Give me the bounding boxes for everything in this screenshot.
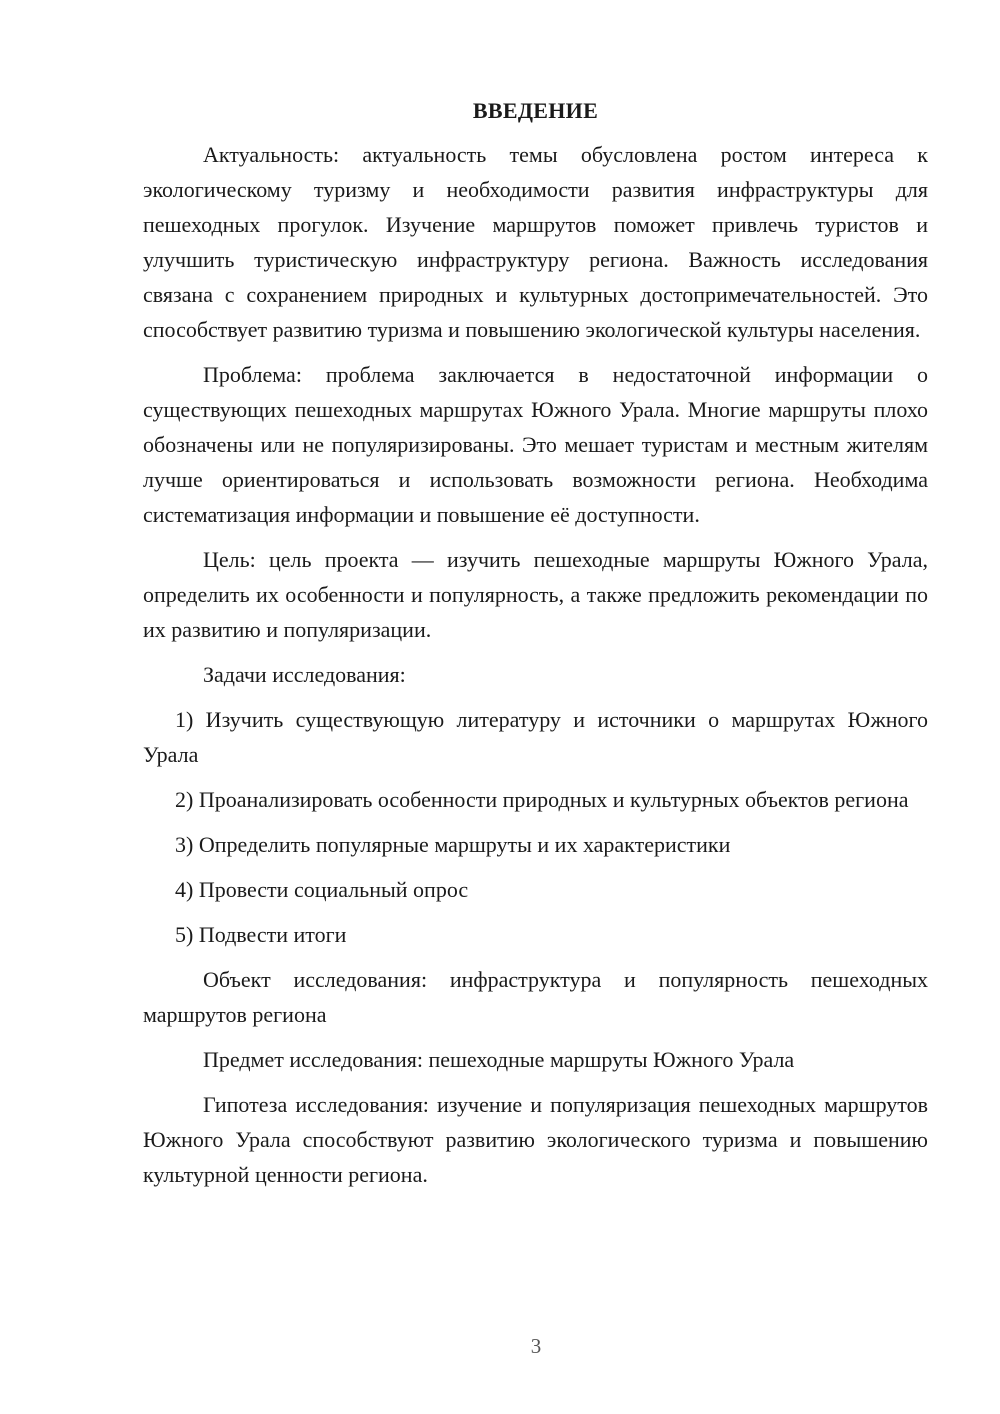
task-item: 2) Проанализировать особенности природных и культурных объектов региона (175, 787, 909, 812)
tasks-heading: Задачи исследования: (203, 662, 406, 687)
task-item: 4) Провести социальный опрос (175, 877, 469, 902)
task-item: 5) Подвести итоги (175, 922, 347, 947)
goal-paragraph: Цель: цель проекта — изучить пешеходные маршруты Южного Урала, определить их особенности и популярность, а также предложить рекомендации по их развитию и популяризации. (143, 547, 928, 642)
task-item: 1) Изучить существующую литературу и источники о маршрутах Южного Урала (143, 707, 928, 767)
problem-paragraph: Проблема: проблема заключается в недостаточной информации о существующих пешеходных маршрутах Южного Урала. Многие маршруты плохо обозначены или не популяризированы. Это мешает туристам и местным жителям лучше ориентироваться и использовать возможности региона. Необходима систематизация информации и повышение её доступности. (143, 362, 928, 527)
object-paragraph: Объект исследования: инфраструктура и популярность пешеходных маршрутов региона (143, 967, 928, 1027)
task-item: 3) Определить популярные маршруты и их характеристики (175, 832, 731, 857)
document-body (143, 95, 928, 1202)
hypothesis-paragraph: Гипотеза исследования: изучение и популяризация пешеходных маршрутов Южного Урала способствуют развитию экологического туризма и повышению культурной ценности региона. (143, 1092, 928, 1187)
page-number: 3 (530, 1334, 542, 1358)
section-heading: ВВЕДЕНИЕ (472, 98, 599, 123)
subject-paragraph: Предмет исследования: пешеходные маршруты Южного Урала (203, 1047, 795, 1072)
relevance-paragraph: Актуальность: актуальность темы обусловлена ростом интереса к экологическому туризму и необходимости развития инфраструктуры для пешеходных прогулок. Изучение маршрутов поможет привлечь туристов и улучшить туристическую инфраструктуру региона. Важность исследования связана с сохранением природных и культурных достопримечательностей. Это способствует развитию туризма и повышению экологической культуры населения. (143, 142, 928, 342)
tasks-list (143, 702, 928, 952)
